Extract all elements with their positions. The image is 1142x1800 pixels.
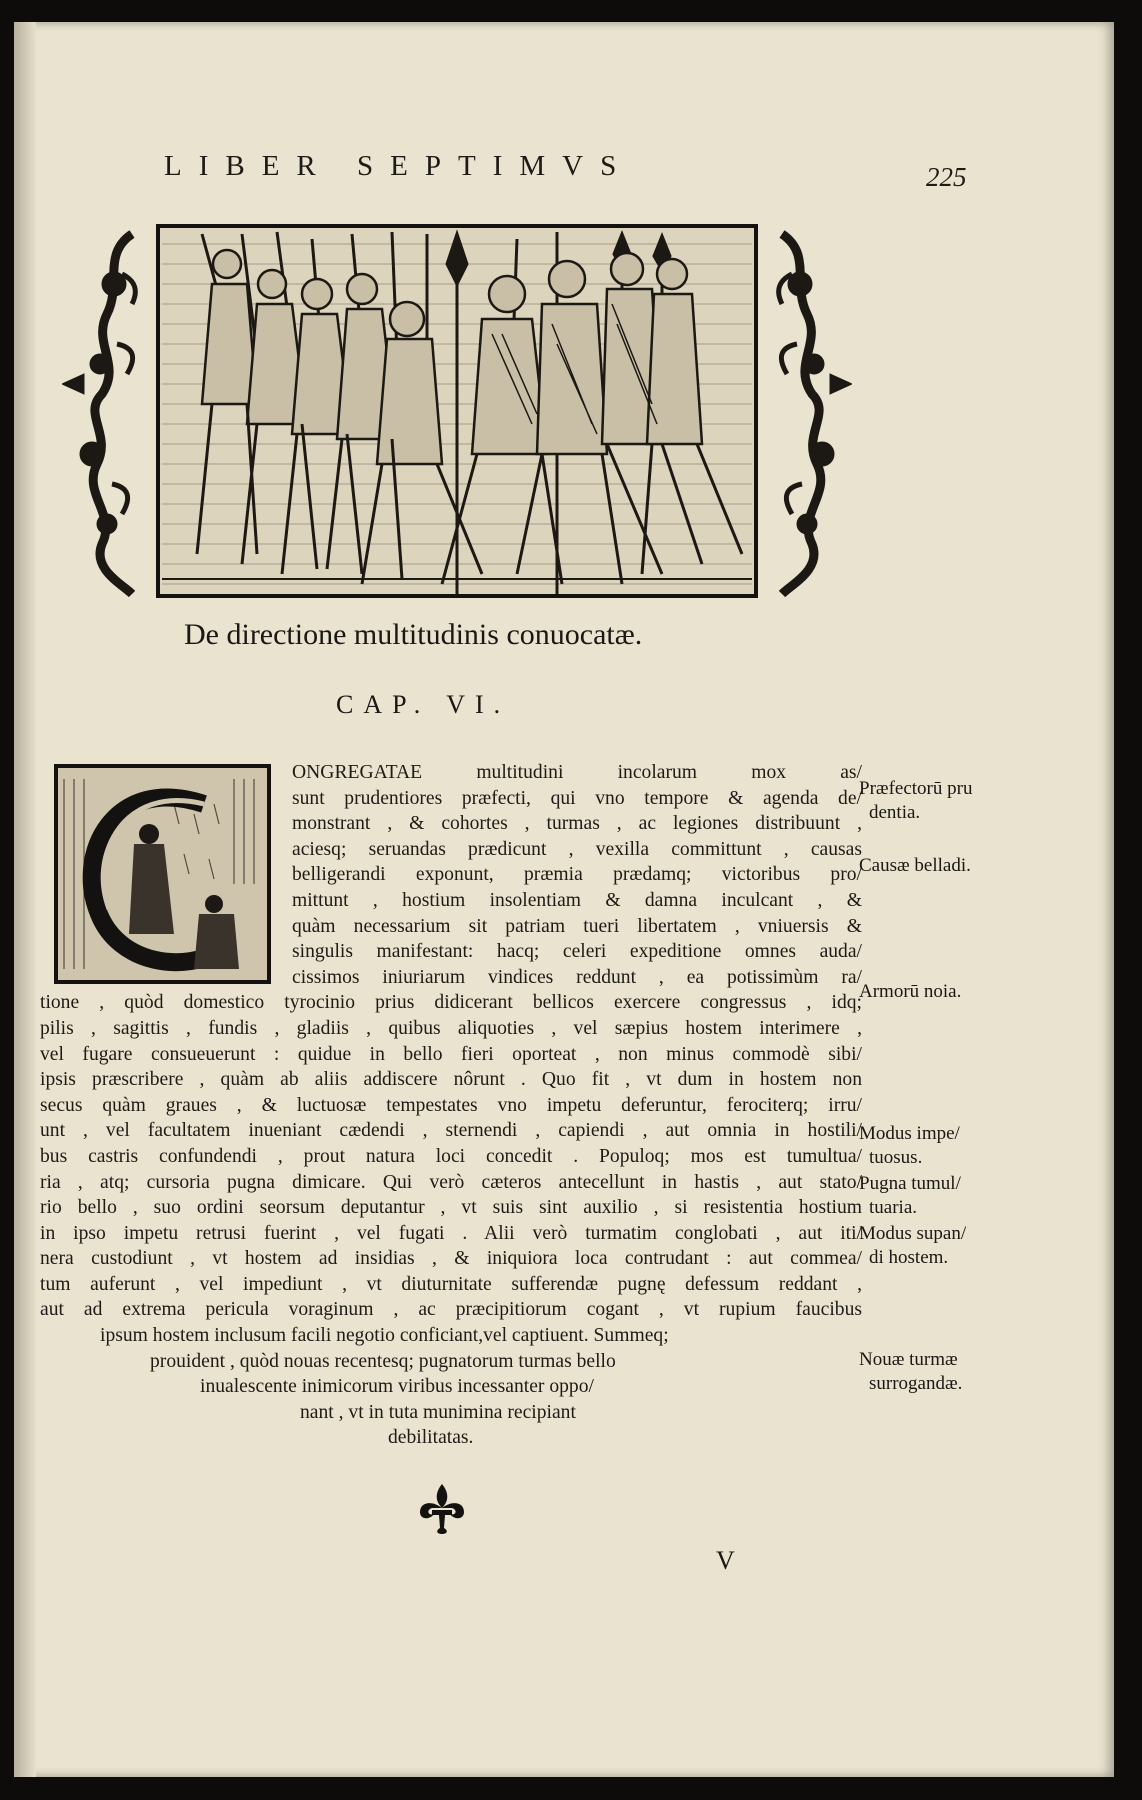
body-line: singulis manifestant: hacq; celeri expeditione omnes auda/ bbox=[292, 941, 862, 963]
body-line: in ipso impetu retrusi fuerint , vel fugati . Alii verò turmatim conglobati , aut iti/ bbox=[40, 1222, 862, 1244]
catchword: V bbox=[716, 1546, 735, 1575]
margin-note-line: tuosus. bbox=[869, 1147, 923, 1168]
body-line: nant , vt in tuta munimina recipiant bbox=[300, 1401, 576, 1423]
margin-note bbox=[859, 1222, 1019, 1270]
margin-note-line: tuaria. bbox=[869, 1197, 918, 1218]
body-line: ipsis præscribere , quàm ab aliis addiscere nôrunt . Quo fit , vt dum in hostem non bbox=[40, 1069, 862, 1091]
body-line: quàm necessarium sit patriam tueri libertatem , vniuersis & bbox=[292, 915, 862, 937]
body-line: tione , quòd domestico tyrocinio prius didicerant bellicos exercere congressus , idq; bbox=[40, 992, 862, 1014]
page-gutter bbox=[14, 22, 36, 1777]
margin-note-line: Causæ belladi. bbox=[859, 855, 971, 876]
margin-note bbox=[859, 1348, 1019, 1396]
margin-note-line: surrogandæ. bbox=[869, 1373, 963, 1394]
margin-note bbox=[859, 980, 1019, 1004]
woodcut-armed-crowd-icon bbox=[62, 224, 852, 604]
margin-note-line: Armorū noia. bbox=[859, 981, 962, 1002]
margin-note bbox=[859, 854, 1019, 878]
book-page bbox=[14, 22, 1114, 1777]
body-line: vel fugare consueuerunt : quidue in bello fieri oporteat , non minus commodè sibi/ bbox=[40, 1043, 862, 1065]
margin-note bbox=[859, 777, 1019, 825]
body-line: aut ad extrema pericula voraginum , ac præcipitiorum cogant , vt rupium faucibus bbox=[40, 1299, 862, 1321]
body-line: cissimos iniuriarum vindices reddunt , ea potissimùm ra/ bbox=[292, 966, 862, 988]
body-line: pilis , sagittis , fundis , gladiis , quibus aliquoties , vel sæpius hostem interimere , bbox=[40, 1017, 862, 1039]
body-text bbox=[40, 760, 862, 1451]
body-line: ipsum hostem inclusum facili negotio conficiant,vel captiuent. Summeq; bbox=[100, 1325, 669, 1347]
margin-note-line: Pugna tumul/ bbox=[859, 1173, 961, 1194]
margin-note-line: Nouæ turmæ bbox=[859, 1349, 958, 1370]
body-line: prouident , quòd nouas recentesq; pugnatorum turmas bello bbox=[150, 1350, 616, 1372]
body-line: debilitatas. bbox=[388, 1427, 474, 1449]
body-line: ria , atq; cursoria pugna dimicare. Qui verò cæteros antecellunt in hastis , aut stato/ bbox=[40, 1171, 862, 1193]
fleur-de-lis-ornament-icon bbox=[414, 1480, 470, 1536]
margin-note-line: Modus supan/ bbox=[859, 1223, 967, 1244]
running-head: LIBER SEPTIMVS bbox=[164, 150, 634, 182]
chapter-number: CAP. VI. bbox=[336, 690, 511, 719]
body-line: nera custodiunt , vt hostem ad insidias , & iniquiora loca contrudant : aut commea/ bbox=[40, 1248, 862, 1270]
body-line: bus castris confundendi , prout natura loci concedit . Populoq; mos est tumultua/ bbox=[40, 1145, 862, 1167]
margin-note-line: Modus impe/ bbox=[859, 1123, 960, 1144]
body-line: sunt prudentiores præfecti, qui vno tempore & agenda de/ bbox=[292, 787, 862, 809]
chapter-title: De directione multitudinis conuocatæ. bbox=[184, 618, 643, 651]
body-line: unt , vel facultatem inueniant cædendi , sternendi , capiendi , aut omnia in hostili/ bbox=[40, 1120, 862, 1142]
margin-note-line: Præfectorū pru bbox=[859, 778, 973, 799]
body-line: rio bello , suo ordini seorsum deputantur , vt suis sint auxilio , si resistentia hostium bbox=[40, 1197, 862, 1219]
margin-note-line: di hostem. bbox=[869, 1247, 949, 1268]
body-line: tum auferunt , vel impediunt , vt diuturnitate sufferendæ pugnę defessum reddant , bbox=[40, 1273, 862, 1295]
body-line: aciesq; seruandas prædicunt , vexilla committunt , causas bbox=[292, 838, 862, 860]
body-line: mittunt , hostium insolentiam & damna inculcant , & bbox=[292, 889, 862, 911]
body-line: monstrant , & cohortes , turmas , ac legiones distribuunt , bbox=[292, 813, 862, 835]
body-line: ONGREGATAE multitudini incolarum mox as/ bbox=[292, 762, 862, 783]
margin-note-line: dentia. bbox=[869, 802, 921, 823]
body-line: belligerandi exponunt, præmia prædamq; victoribus pro/ bbox=[292, 864, 862, 886]
body-line: secus quàm graues , & luctuosæ tempestates vno impetu deferuntur, ferociterq; irru/ bbox=[40, 1094, 862, 1116]
body-line: inualescente inimicorum viribus incessanter oppo/ bbox=[200, 1376, 594, 1398]
page-number: 225 bbox=[926, 162, 967, 192]
margin-note bbox=[859, 1122, 1019, 1170]
margin-note bbox=[859, 1172, 1019, 1220]
